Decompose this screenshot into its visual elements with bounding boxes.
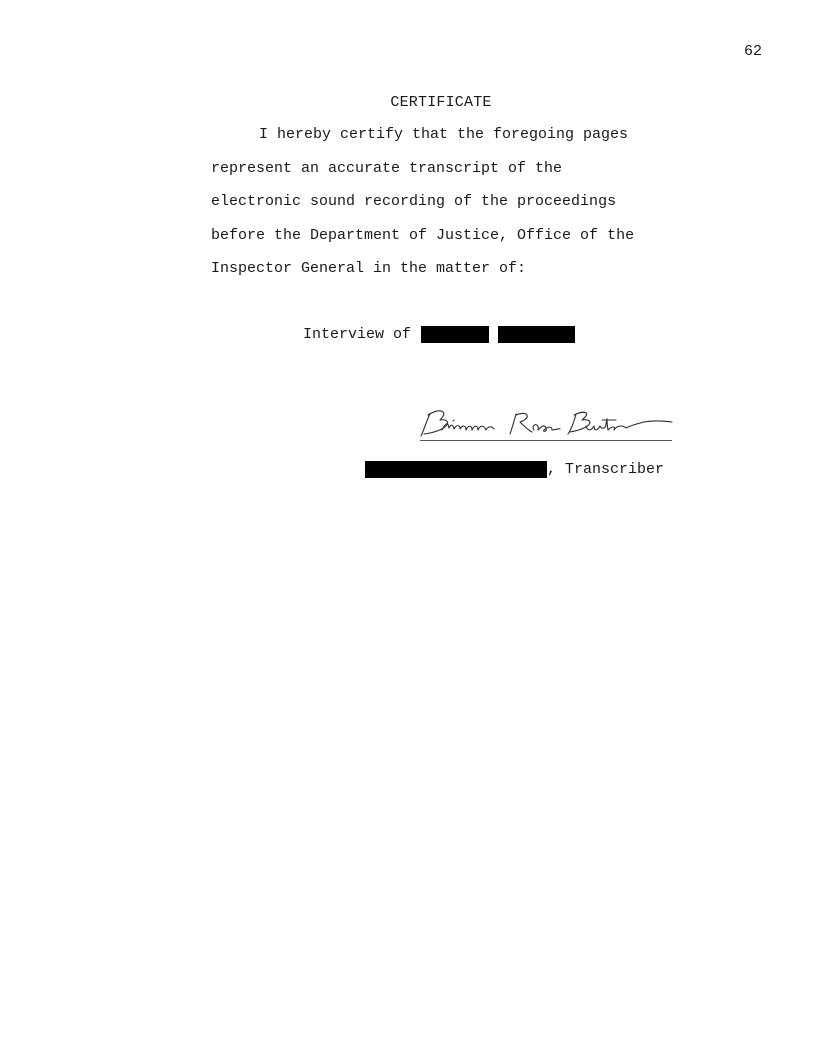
transcriber-line	[365, 461, 664, 478]
page-number: 62	[743, 43, 762, 60]
redaction-first-name	[421, 326, 489, 343]
signature-line	[420, 440, 672, 441]
handwritten-signature	[416, 400, 676, 442]
certificate-title: CERTIFICATE	[390, 94, 492, 111]
transcriber-label: , Transcriber	[547, 461, 665, 478]
interview-label: Interview of	[303, 326, 412, 343]
redaction-transcriber-name	[365, 461, 547, 478]
body-line: represent an accurate transcript of the	[211, 159, 563, 177]
body-line: Inspector General in the matter of:	[211, 260, 527, 278]
certification-body	[211, 118, 681, 286]
body-line: I hereby certify that the foregoing pages	[259, 126, 629, 143]
interview-line	[303, 326, 575, 343]
body-line: before the Department of Justice, Office of the	[211, 226, 635, 244]
redaction-last-name	[498, 326, 575, 343]
body-line: electronic sound recording of the proceedings	[211, 193, 617, 211]
